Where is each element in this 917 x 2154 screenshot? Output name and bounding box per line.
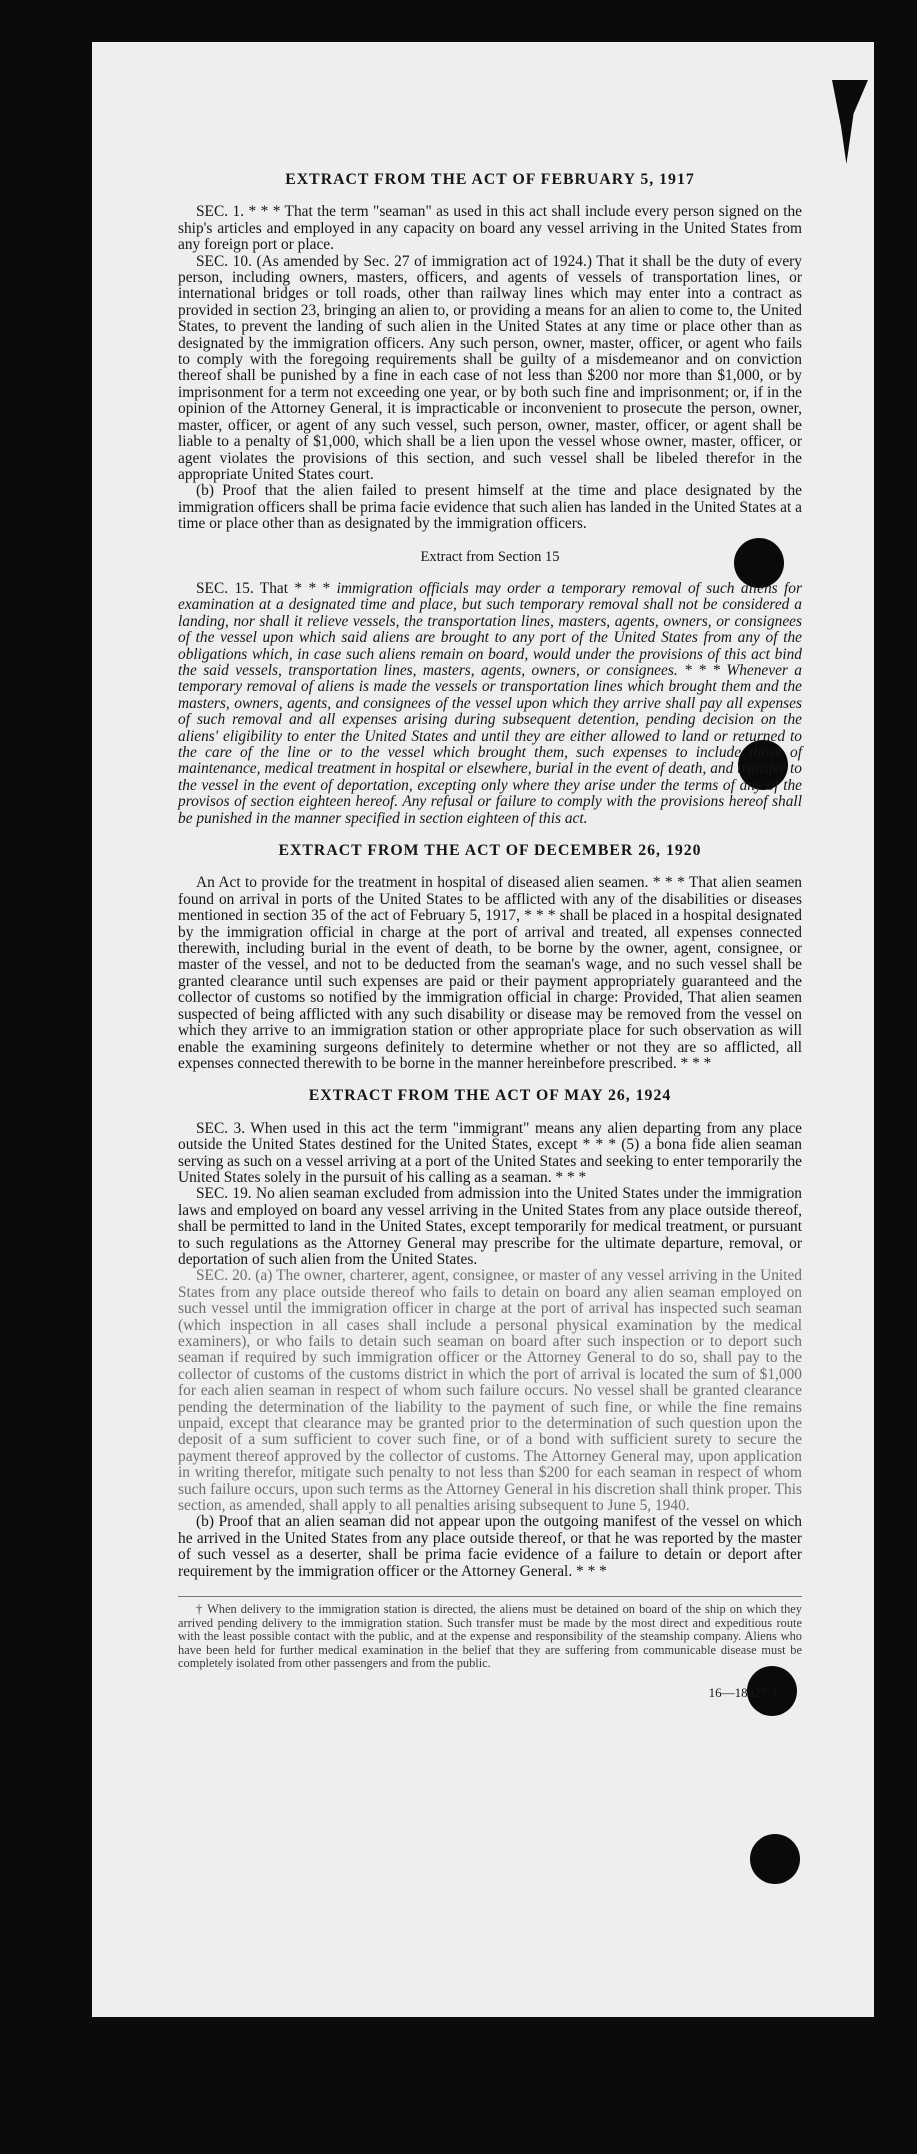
section-body — [178, 1121, 802, 1580]
footnote: † When delivery to the immigration station is directed, the aliens must be detained on board of the ship on which they arrived pending delivery to the immigration station. Such transfer must be made by the most direct and expeditious route with the least possible contact with the public, and at the expense and responsibility of the steamship company. Aliens who have been held for further medical examination in the belief that they are suffering from communicable disease must be completely isolated from other passengers and from the public. — [178, 1602, 802, 1671]
footnote-divider — [178, 1596, 802, 1597]
subsection-heading: Extract from Section 15 — [420, 548, 560, 565]
section-body — [178, 875, 802, 1072]
section-heading: EXTRACT FROM THE ACT OF MAY 26, 1924 — [308, 1087, 672, 1105]
paragraph: SEC. 19. No alien seaman excluded from admission into the United States under the immigration laws and employed on board any vessel arriving in the United States from any place outside thereof, shall be permitted to land in the United States, except temporarily for medical treatment, or pursuant to such regulations as the Attorney General may prescribe for the ultimate departure, removal, or deportation of such alien from the United States. — [178, 1185, 802, 1268]
section-heading: EXTRACT FROM THE ACT OF FEBRUARY 5, 1917 — [285, 171, 695, 188]
paragraph: SEC. 1. * * * That the term "seaman" as used in this act shall include every person signed on the ship's articles and employed in any capacity on board any vessel arriving in the United States from any foreign port or place. — [178, 203, 802, 254]
paragraph: (b) Proof that the alien failed to present himself at the time and place designated by the immigration officers shall be prima facie evidence that such alien has landed in the United States at a time or place other than as designated by the immigration officers. — [178, 482, 802, 533]
italic-text: immigration officials may order a temporary removal of such aliens for examination at a designated time and place, but such temporary removal shall not be considered a landing, nor shall it relieve vessels, the transportation lines, masters, agents, owners, or consignees of the vessel upon which said aliens are brought to any port of the United States from any of the obligations which, in case such aliens remain on board, would under the provisions of this act bind the said vessels, transportation lines, masters, agents, owners, or consignees. * * * Whenever a temporary removal of aliens is made the vessels or transportation lines which brought them and the masters, owners, agents, and consignees of the vessel upon which they arrive shall pay all expenses of such removal and all expenses arising during subsequent detention, pending decision on the aliens' eligibility to enter the United States and until they are either allowed to land or returned to the care of the line or to the vessel which brought them, such expenses to include those of maintenance, medical treatment in hospital or elsewhere, burial in the event of death, and transfer to the vessel in the event of deportation, excepting only where they arise under the terms of any of the provisos of section eighteen hereof. Any refusal or failure to comply with the provisions hereof shall be punished in the manner specified in section eighteen of this act. — [178, 579, 802, 827]
paragraph: SEC. 3. When used in this act the term "immigrant" means any alien departing from any place outside the United States destined for the United States, except * * * (5) a bona fide alien seaman serving as such on a vessel arriving at a port of the United States and seeking to enter temporarily the United States solely in the pursuit of his calling as a seaman. * * * — [178, 1119, 802, 1186]
paragraph: An Act to provide for the treatment in hospital of diseased alien seamen. * * * That alien seamen found on arrival in ports of the United States to be afflicted with any of the disabilities or diseases mentioned in section 35 of the act of February 5, 1917, * * * shall be placed in a hospital designated by the immigration official in charge at the port of arrival and treated, all expenses connected therewith, including burial in the event of death, to be borne by the owner, agent, consignee, or master of the vessel, and not to be deducted from the seaman's wage, and no such vessel shall be granted clearance until such expenses are paid or their payment appropriately guaranteed and the collector of customs so notified by the immigration official in charge: Provided, That alien seamen suspected of being afflicted with any such disability or disease may be removed from the vessel on which they arrive to an immigration station or other appropriate place for such observation as will enable the examining surgeons definitely to determine whether or not they are so afflicted, all expenses connected therewith to be borne in the manner hereinbefore prescribed. * * * — [178, 874, 802, 1072]
paragraph: SEC. 20. (a) The owner, charterer, agent, consignee, or master of any vessel arriving in the United States from any place outside thereof who fails to detain on board any alien seaman employed on such vessel until the immigration officer in charge at the port of arrival has inspected such seaman (which inspection in all cases shall include a personal physical examination by the medical examiners), or who fails to detain such seaman on board after such inspection or to deport such seaman if required by such immigration officer or the Attorney General to do so, shall pay to the collector of customs of the customs district in which the port of arrival is located the sum of $1,000 for each alien seaman in respect of whom such failure occurs. No vessel shall be granted clearance pending the determination of the liability to the payment of such fine, or while the fine remains unpaid, except that clearance may be granted prior to the determination of such question upon the deposit of a sum sufficient to cover such fine, or of a bond with sufficient surety to secure the payment thereof approved by the collector of customs. The Attorney General may, upon application in writing therefor, mitigate such penalty to not less than $200 for each seaman in respect of whom such failure occurs, upon such terms as the Attorney General in his discretion shall think proper. This section, as amended, shall apply to all penalties arising subsequent to June 5, 1940. — [178, 1267, 802, 1515]
torn-corner — [832, 80, 868, 164]
paragraph — [178, 581, 802, 827]
section-lead: SEC. 15. That * * * — [196, 579, 337, 597]
form-number: 16—18927-1 — [708, 1685, 778, 1701]
document-page — [92, 42, 874, 2017]
section-body — [178, 204, 802, 532]
paragraph: (b) Proof that an alien seaman did not appear upon the outgoing manifest of the vessel on which he arrived in the United States from any place outside thereof, or that he was reported by the master of such vessel as a deserter, shall be prima facie evidence of a failure to detain or deport after requirement by the immigration officer or the Attorney General. * * * — [178, 1513, 802, 1580]
paragraph: SEC. 10. (As amended by Sec. 27 of immigration act of 1924.) That it shall be the duty of every person, including owners, masters, officers, and agents of vessels of transportation lines, or international bridges or toll roads, other than railway lines which may enter into a contract as provided in section 23, bringing an alien to, or providing a means for an alien to come to, the United States, to prevent the landing of such alien in the United States at any time or place other than as designated by the immigration officers. Any such person, owner, master, officer, or agent who fails to comply with the foregoing requirements shall be guilty of a misdemeanor and on conviction thereof shall be punished by a fine in each case of not less than $200 nor more than $1,000, or by imprisonment for a term not exceeding one year, or by both such fine and imprisonment; or, if in the opinion of the Attorney General, it is impracticable or inconvenient to prosecute the person, owner, master, officer, or agent of any such vessel, such person, owner, master, officer, or agent shall be liable to a penalty of $1,000, which shall be a lien upon the vessel whose owner, master, officer, or agent violates the provisions of this section, and such vessel shall be libeled therefor in the appropriate United States court. — [178, 252, 802, 483]
punch-hole — [750, 1834, 800, 1884]
section-body — [178, 581, 802, 827]
document-text — [178, 120, 802, 1701]
section-heading: EXTRACT FROM THE ACT OF DECEMBER 26, 1920 — [278, 842, 702, 860]
